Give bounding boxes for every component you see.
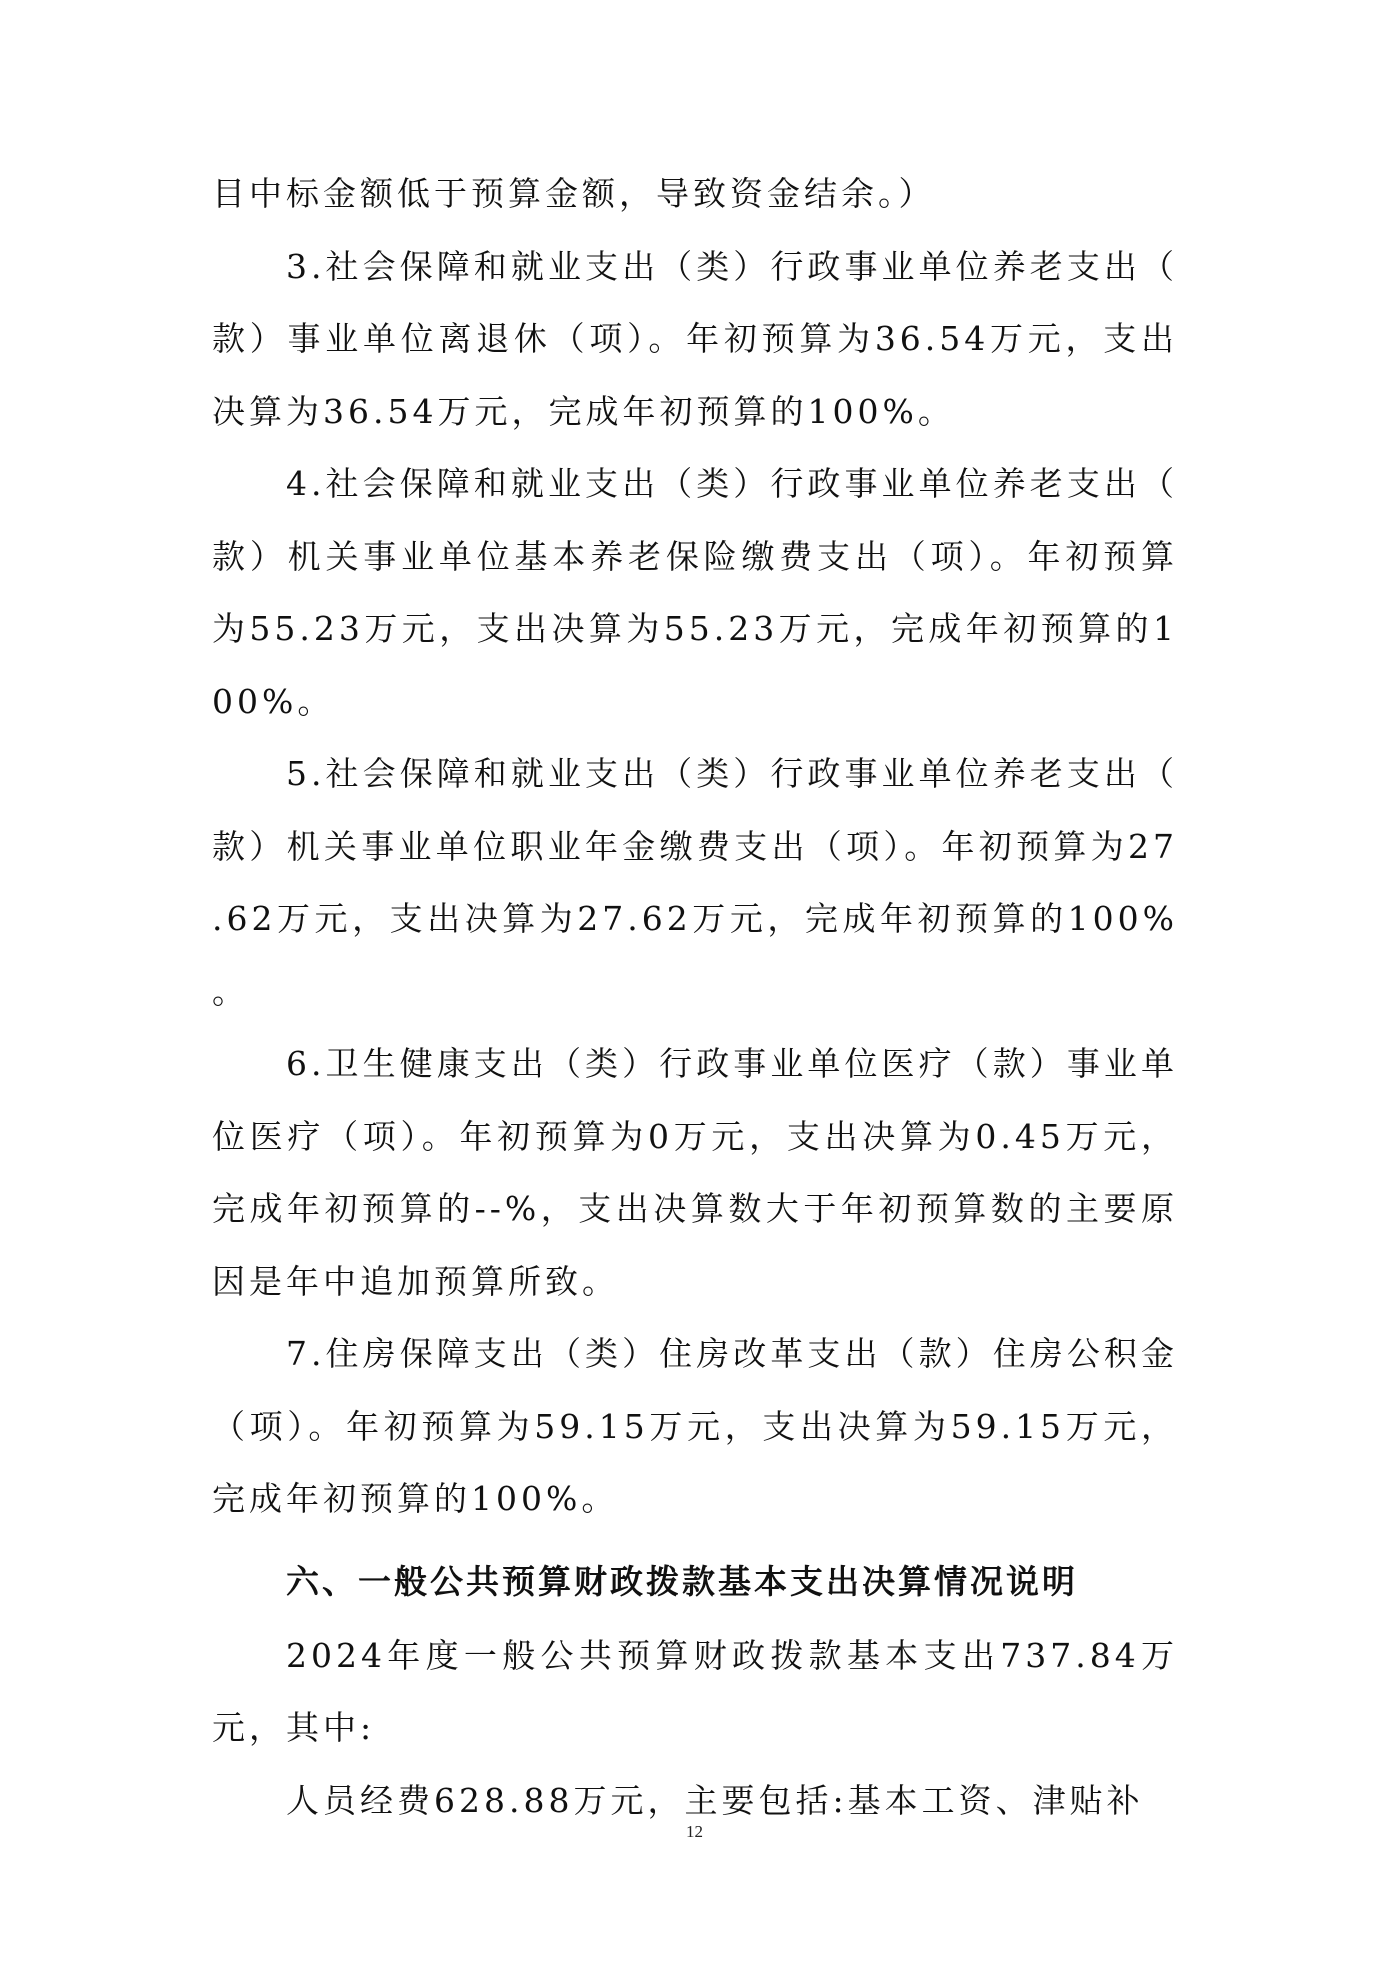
continuation-paragraph: 目中标金额低于预算金额，导致资金结余。） — [212, 174, 936, 213]
document-body — [212, 158, 1178, 1837]
item-4-paragraph: 4.社会保障和就业支出（类）行政事业单位养老支出（款）机关事业单位基本养老保险缴费支出（项）。年初预算为55.23万元，支出决算为55.23万元，完成年初预算的100%。 — [212, 464, 1178, 721]
page-number: 12 — [686, 1822, 703, 1841]
section-heading: 六、一般公共预算财政拨款基本支出决算情况说明 — [286, 1561, 1078, 1601]
item-5-paragraph: 5.社会保障和就业支出（类）行政事业单位养老支出（款）机关事业单位职业年金缴费支出（项）。年初预算为27.62万元，支出决算为27.62万元，完成年初预算的100%。 — [212, 754, 1178, 1011]
item-3-paragraph: 3.社会保障和就业支出（类）行政事业单位养老支出（款）事业单位离退休（项）。年初预算为36.54万元，支出决算为36.54万元，完成年初预算的100%。 — [212, 246, 1178, 431]
item-6-paragraph: 6.卫生健康支出（类）行政事业单位医疗（款）事业单位医疗（项）。年初预算为0万元，支出决算为0.45万元，完成年初预算的--%，支出决算数大于年初预算数的主要原因是年中追加预算所致。 — [212, 1044, 1178, 1301]
item-7-paragraph: 7.住房保障支出（类）住房改革支出（款）住房公积金（项）。年初预算为59.15万元，支出决算为59.15万元，完成年初预算的100%。 — [212, 1334, 1178, 1518]
personnel-expense-paragraph: 人员经费628.88万元，主要包括:基本工资、津贴补 — [286, 1780, 1144, 1820]
summary-paragraph: 2024年度一般公共预算财政拨款基本支出737.84万元，其中: — [212, 1635, 1178, 1747]
